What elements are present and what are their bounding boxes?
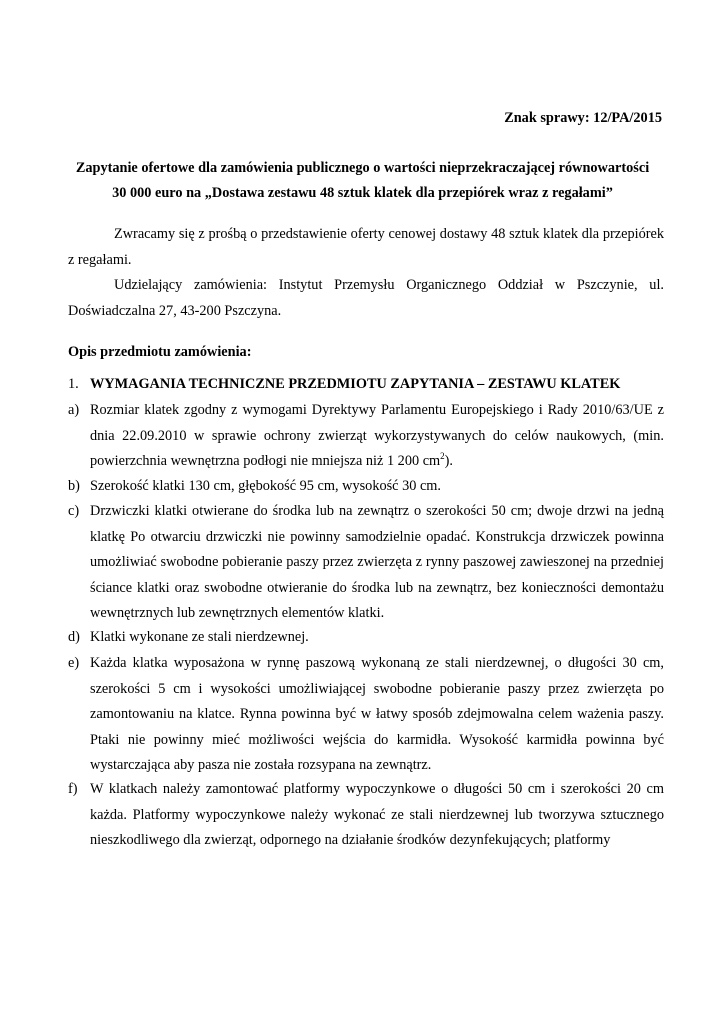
list-item-c <box>68 499 664 627</box>
list-item-a <box>68 398 664 475</box>
title-line-2: 30 000 euro na „Dostawa zestawu 48 sztuk klatek dla przepiórek wraz z regałami” <box>112 185 613 201</box>
list-text: Klatki wykonane ze stali nierdzewnej. <box>90 629 309 645</box>
list-item-d <box>68 625 664 651</box>
list-label: a) <box>68 402 80 418</box>
list-text: Szerokość klatki 130 cm, głębokość 95 cm, wysokość 30 cm. <box>90 478 442 494</box>
list-label: 1. <box>68 376 79 392</box>
list-item-1 <box>68 372 664 398</box>
list-text: Drzwiczki klatki otwierane do środka lub na zewnątrz o szerokości 50 cm; dwoje drzwi na jedną klatkę Po otwarciu drzwiczki nie powinny samodzielnie opadać. Konstrukcja drzwiczek powinna umożliwiać swobodne pobieranie paszy przez zwierzęta z rynny paszowej zawieszonej na przedniej ściance klatki oraz swobodne otwieranie do środka lub na zewnątrz, bez konieczności demontażu wewnętrznych lub zewnętrznych elementów klatki. <box>90 503 664 621</box>
list-text: WYMAGANIA TECHNICZNE PRZEDMIOTU ZAPYTANIA – ZESTAWU KLATEK <box>90 376 621 392</box>
document-title <box>60 156 665 206</box>
list-text: Każda klatka wyposażona w rynnę paszową wykonaną ze stali nierdzewnej, o długości 30 cm, szerokości 5 cm i wysokości umożliwiającej swobodne pobieranie paszy przez zwierzęta po zamontowaniu na klatce. Rynna powinna być w łatwy sposób zdejmowalna celem ważenia paszy. Ptaki nie powinny mieć możliwości wejścia do karmidła. Wysokość karmidła powinna być wystarczająca aby pasza nie została rozsypana na zewnątrz. <box>90 655 664 773</box>
intro-paragraph-1: Zwracamy się z prośbą o przedstawienie oferty cenowej dostawy 48 sztuk klatek dla przepiórek z regałami. <box>68 226 664 268</box>
intro-paragraph-2: Udzielający zamówienia: Instytut Przemysłu Organicznego Oddział w Pszczynie, ul. Doświadczalna 27, 43-200 Pszczyna. <box>68 277 664 319</box>
superscript: 2 <box>440 451 445 462</box>
list-label: f) <box>68 781 78 797</box>
list-label: c) <box>68 503 80 519</box>
list-label: d) <box>68 629 80 645</box>
list-text: W klatkach należy zamontować platformy wypoczynkowe o długości 50 cm i szerokości 20 cm każda. Platformy wypoczynkowe należy wykonać ze stali nierdzewnej lub tworzywa sztucznego nieszkodliwego dla zwierząt, odpornego na działanie środków dezynfekujących; platformy <box>90 781 664 848</box>
list-item-f <box>68 777 664 854</box>
list-text: Rozmiar klatek zgodny z wymogami Dyrektywy Parlamentu Europejskiego i Rady 2010/63/UE z dnia 22.09.2010 w sprawie ochrony zwierząt wykorzystywanych do celów naukowych, (min. powierzchnia wewnętrzna podłogi nie mniejsza niż 1 200 $cm^2$). <box>90 402 664 469</box>
section-heading: Opis przedmiotu zamówienia: <box>68 344 252 360</box>
list-item-e <box>68 651 664 779</box>
list-label: b) <box>68 478 80 494</box>
list-item-b <box>68 474 664 500</box>
case-number: Znak sprawy: 12/PA/2015 <box>504 110 662 126</box>
list-label: e) <box>68 655 80 671</box>
title-line-1: Zapytanie ofertowe dla zamówienia publicznego o wartości nieprzekraczającej równowartości <box>75 160 650 176</box>
